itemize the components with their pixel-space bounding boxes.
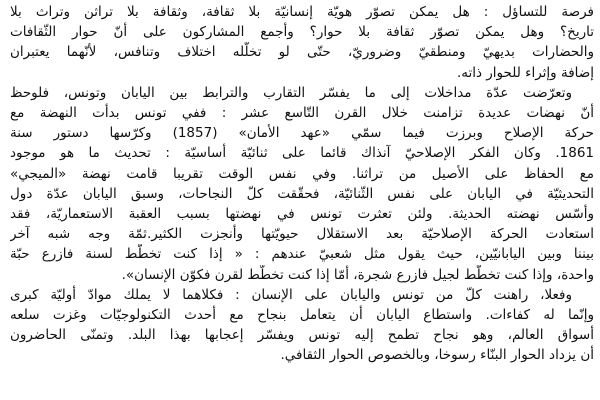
text-line: وإنّما له كفاءات. واستطاع اليابان أن يتعامل بنجاح مع أحدث التكنولوجيّات وغزت سلعه: [10, 307, 594, 324]
text-line: واحدة، وإذا كنت تخطّط لجيل فازرع شجرة، أمّا إذا كنت تخطّط لقرن فكوّن الإنسان».: [121, 266, 594, 283]
text-line: التحديثيّة في اليابان على نفس الثّنائيّة، فحقّقت كلّ النجاحات، وسبق اليابان عدّة دول: [10, 185, 594, 202]
paragraph-3: [10, 285, 594, 366]
text-line: مع الحفاظ على الأصيل من تراثنا. وفي نفس الوقت تقريبا قامت نهضة «الميجي»: [10, 165, 594, 182]
text-line: أنّ نهضات عديدة تزامنت خلال القرن التّاسع عشر : ففي تونس بدأت النهضة مع: [10, 105, 594, 122]
text-line: استعادت الحركة الإصلاحيّة بعد الاستقلال حيويّتها وأنجزت الكثير.ثمّة وجه شبه آخر: [10, 226, 594, 243]
text-line: وأسّس نهضته الحديثة. ولئن تعثرت تونس في نهضتها بسبب العقبة الاستعماريّة، فقد: [10, 206, 594, 223]
paragraph-2: [10, 83, 594, 285]
text-line: حركة الإصلاح وبرزت فيما سمّي «عهد الأمان» (1857) وكرّسها دستور سنة: [10, 125, 594, 142]
text-line: تاريخ؟ وهل يمكن تصوّر ثقافة بلا حوار؟ وأجمع المشاركون على أنّ حوار الثّقافات: [10, 24, 594, 41]
paragraph-1: [10, 2, 594, 83]
text-line: بيننا وبين اليابانيّين، حيث يقول مثل شعبيّ عندهم : « إذا كنت تخطّط لسنة فازرع حبّة: [10, 246, 594, 263]
text-line: وفعلا، راهنت كلّ من تونس واليابان على الإنسان : فكلاهما لا يملك موادّ أوليّة كبرى: [10, 286, 572, 303]
text-line: أن يزداد الحوار البنّاء رسوخا، وبالخصوص الحوار الثقافي.: [280, 347, 594, 364]
text-line: 1861. وكان الفكر الإصلاحيّ آنذاك قائما على ثنائيّة أساسيّة : تحديث ما هو موجود: [10, 145, 594, 162]
text-line: فرصة للتساؤل : هل يمكن تصوّر هويّة إنسانيّة بلا ثقافة، وثقافة بلا تراثن وتراث بلا: [10, 4, 594, 20]
text-line: وتعرّضت عدّة مداخلات إلى ما يفسّر التقارب والترابط بين اليابان وتونس، فلوحظ: [10, 84, 572, 101]
text-line: والحضارات بديهيّ ومنطقيّ وضروريّ، حتّى لو تخلّله اختلاف وتنافس، لأنّهما يعتبران: [10, 44, 594, 61]
text-line: أسواق العالم، وهو نجاح تطمح إليه تونس ويفسّر إعجابها بهذا البلد. وتمنّى الحاضرون: [10, 327, 594, 344]
text-line: إضافة وإثراء للحوار ذاته.: [456, 64, 594, 81]
